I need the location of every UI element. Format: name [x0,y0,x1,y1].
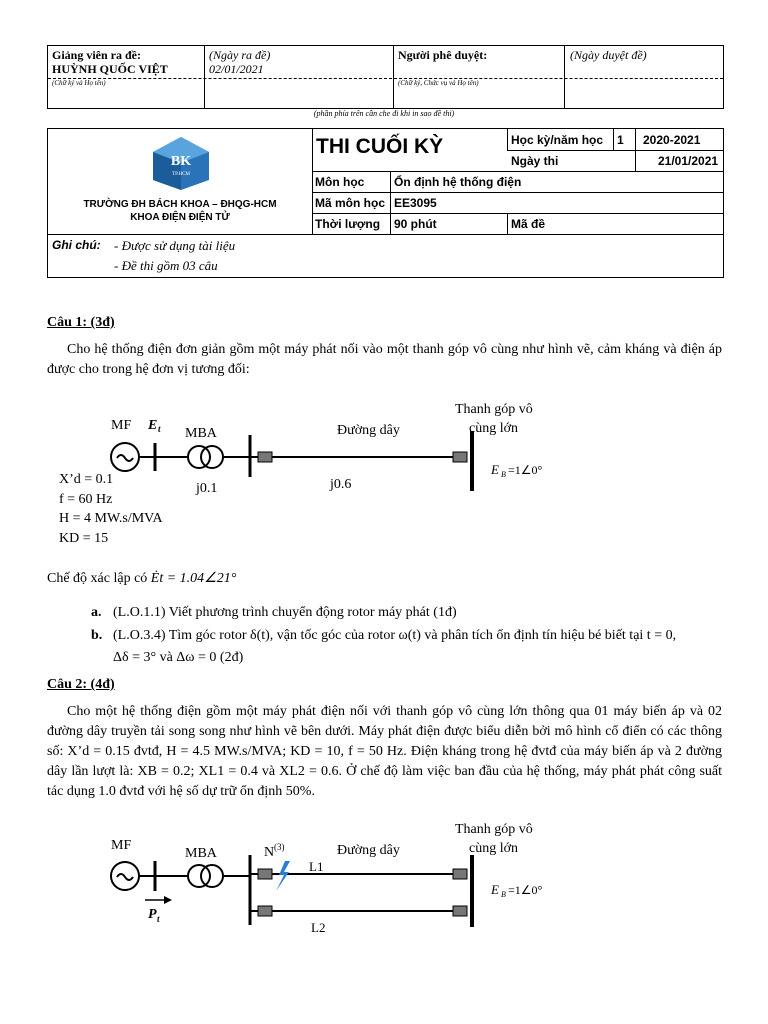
q1-bus1: Thanh góp vô [455,402,533,417]
school-line2: KHOA ĐIỆN ĐIỆN TỬ [130,212,230,223]
q1-param-h: H = 4 MW.s/MVA [59,511,163,526]
q1-xt: j0.1 [196,481,218,496]
q1-intro: Cho hệ thống điện đơn giản gồm một máy phát nối vào một thanh góp vô cùng như hình vẽ, cảm kháng và điện áp được cho trong hệ đơn vị tương đối: [47,342,722,377]
exam-code-label: Mã đề [511,217,546,231]
school-logo [149,135,213,191]
exam-info-box [47,128,724,278]
note-1: - Được sử dụng tài liệu [114,238,236,253]
q1-b-text2: Δδ = 3° và Δω = 0 (2đ) [113,650,244,665]
cover-note: (phần phía trên cần che đi khi in sao đề thi) [313,109,455,118]
q2-bus2: cùng lớn [469,841,519,856]
q1-eb-val: =1∠0° [508,463,543,477]
transformer-icon [188,446,210,468]
q1-a-label: a. [91,605,102,620]
date-hint: (Ngày ra đề) [209,48,271,62]
subject-label: Môn học [315,175,365,189]
lecturer-label: Giảng viên ra đề: [52,48,141,62]
q1-steady-text: Chế độ xác lập có [47,571,148,586]
q2-diagram [47,815,722,945]
semester-value: 1 [617,133,624,147]
logo-text: BK [170,154,192,169]
q2-eb-val: =1∠0° [508,883,543,897]
year-value: 2020-2021 [643,133,701,147]
q2-mba: MBA [185,846,217,861]
exam-title: THI CUỐI KỲ [316,135,444,158]
q2-pt-sub: t [157,914,160,924]
q2-bus1: Thanh góp vô [455,822,533,837]
q2-intro: Cho một hệ thống điện gồm một máy phát điện nối với thanh góp vô cùng lớn thông qua 01 máy biến áp và 02 đường dây truyền tải song song như hình vẽ bên dưới. Máy phát điện được biểu diễn bởi mô hình cổ điển có các thông số: X’d = 0.15 đvtđ, H = 4.5 MW.s/MVA; KD = 10, f = 50 Hz. Điện kháng trong hệ đvtđ của máy biến áp và 2 đường dây lần lượt là: XB = 0.2; XL1 = 0.4 và XL2 = 0.6. Ở chế độ làm việc ban đầu của hệ thống, máy phát phát công suất tác dụng 1.0 đvtđ với hệ số dự trữ ổn định 50%. [47,704,722,799]
q1-eb: E [491,462,499,477]
q1-line: Đường dây [337,423,400,438]
date-label: Ngày thi [511,154,559,168]
logo-sub: TP.HCM [172,172,190,177]
date-value: 21/01/2021 [658,154,719,168]
duration-label: Thời lượng [315,217,381,231]
code-label: Mã môn học [315,196,386,210]
q2-pt: P [148,907,157,922]
subject-value: Ổn định hệ thống điện [394,175,522,189]
q1-eb-sub: B [501,470,506,479]
duration-value: 90 phút [394,217,437,231]
school-line1: TRƯỜNG ĐH BÁCH KHOA – ĐHQG-HCM [83,199,277,210]
note-2: - Đề thi gồm 03 câu [114,258,218,273]
sign-hint-right: (Chữ ký, Chức vụ và Họ tên) [398,79,479,87]
q1-mf: MF [111,418,132,433]
code-value: EE3095 [394,196,437,210]
q1-param-xd: X’d = 0.1 [59,472,114,487]
note-label: Ghi chú: [52,238,101,252]
q1-title: Câu 1: (3đ) [47,315,115,330]
q1-param-f: f = 60 Hz [59,492,113,507]
q1-steady-val: Ėt = 1.04∠21° [150,571,237,586]
q2-title: Câu 2: (4đ) [47,677,115,692]
q1-bus2: cùng lớn [469,421,519,436]
q1-xl: j0.6 [330,477,352,492]
q1-a-text: (L.O.1.1) Viết phương trình chuyển động rotor máy phát (1đ) [113,605,457,620]
fault-icon [276,861,290,891]
semester-label: Học kỳ/năm học [511,133,604,147]
q1-et: E [148,418,158,433]
q1-steady [47,569,236,589]
q2-fault-sup: (3) [274,842,285,852]
q2-l2: L2 [311,920,326,935]
lecturer-name: HUỲNH QUỐC VIỆT [52,62,168,76]
q2-l1: L1 [309,859,324,874]
q2-mf: MF [111,838,132,853]
q2-line: Đường dây [337,843,400,858]
approver-label: Người phê duyệt: [398,48,488,62]
approval-table [47,45,724,109]
transformer-icon [188,865,210,887]
q1-b-text: (L.O.3.4) Tìm góc rotor δ(t), vận tốc góc của rotor ω(t) và phân tích ổn định tín hiệu bé biết tại t = 0, [113,628,677,643]
q1-diagram [47,395,722,555]
q2-fault: N [264,845,275,860]
q2-eb: E [491,882,499,897]
q1-param-kd: KD = 15 [59,531,109,546]
q1-mba: MBA [185,426,217,441]
approve-date-hint: (Ngày duyệt đề) [570,48,647,62]
date-value: 02/01/2021 [209,62,264,76]
q1-b-label: b. [91,628,103,643]
q1-et-sub: t [158,424,161,434]
sign-hint-left: (Chữ ký và Họ tên) [52,79,106,87]
q2-eb-sub: B [501,890,506,899]
